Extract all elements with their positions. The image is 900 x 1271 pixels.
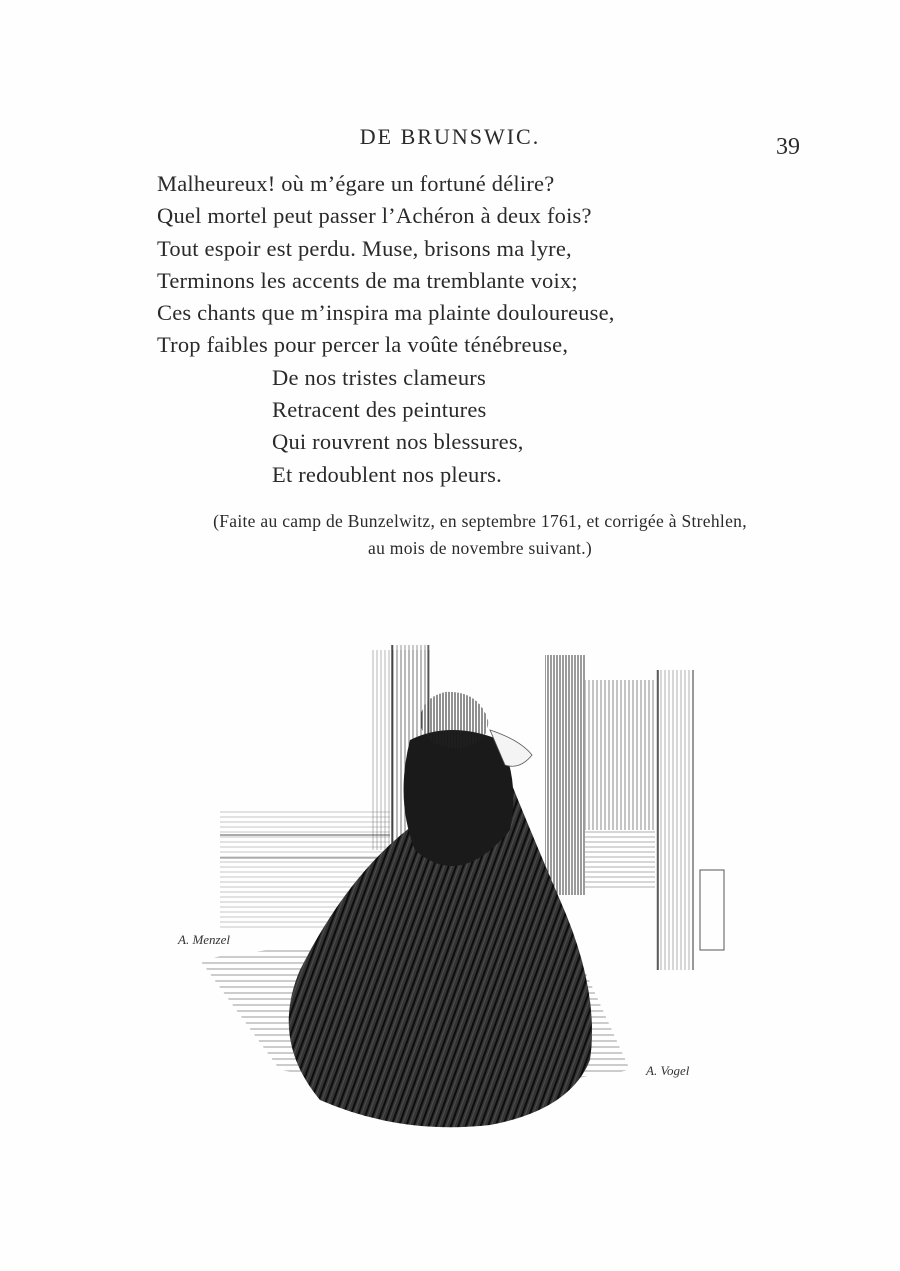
- signature-left: A. Menzel: [178, 932, 230, 947]
- note-line: (Faite au camp de Bunzelwitz, en septembre 1761, et corrigée à Strehlen,: [213, 511, 747, 531]
- page-number: 39: [776, 134, 800, 160]
- poem-line: Terminons les accents de ma tremblante voix;: [157, 267, 578, 293]
- right-column: [655, 670, 724, 970]
- composition-note: [100, 508, 860, 562]
- poem-line: Retracent des peintures: [272, 397, 487, 423]
- poem-line: Malheureux! où m’égare un fortuné délire?: [157, 171, 555, 196]
- poem-line: Qui rouvrent nos blessures,: [272, 429, 524, 455]
- signature-right: A. Vogel: [646, 1063, 690, 1078]
- poem-line: Tout espoir est perdu. Muse, brisons ma lyre,: [157, 235, 572, 261]
- doorway: [545, 655, 655, 895]
- poem-line: De nos tristes clameurs: [272, 364, 486, 390]
- poem-line: Trop faibles pour percer la voûte ténébreuse,: [157, 332, 569, 358]
- poem: [157, 168, 777, 491]
- poem-line: Et redoublent nos pleurs.: [272, 461, 502, 487]
- note-line: au mois de novembre suivant.): [368, 538, 592, 558]
- poem-line: Quel mortel peut passer l’Achéron à deux fois?: [157, 203, 592, 229]
- running-head: DE BRUNSWIC.: [359, 124, 541, 149]
- poem-line: Ces chants que m’inspira ma plainte douloureuse,: [157, 300, 615, 326]
